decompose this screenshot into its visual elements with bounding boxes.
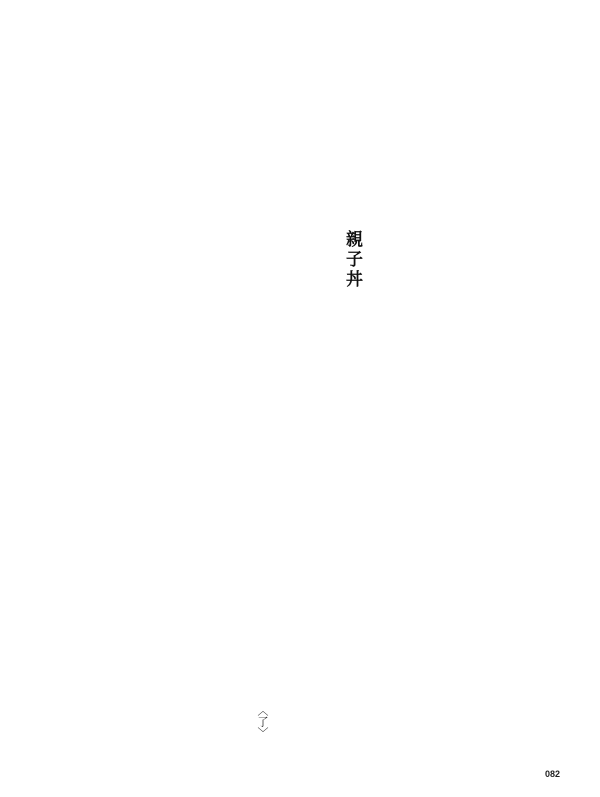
tier-divider	[46, 360, 558, 361]
body-text-bottom-right	[236, 382, 558, 746]
section-heading: 親子丼	[342, 230, 362, 290]
end-marker: 〈了〉	[256, 705, 269, 738]
page-number: 082	[544, 769, 560, 779]
body-text-bottom-left	[46, 382, 186, 746]
body-text-top-tier	[46, 46, 558, 346]
disclaimer-note	[196, 588, 236, 748]
